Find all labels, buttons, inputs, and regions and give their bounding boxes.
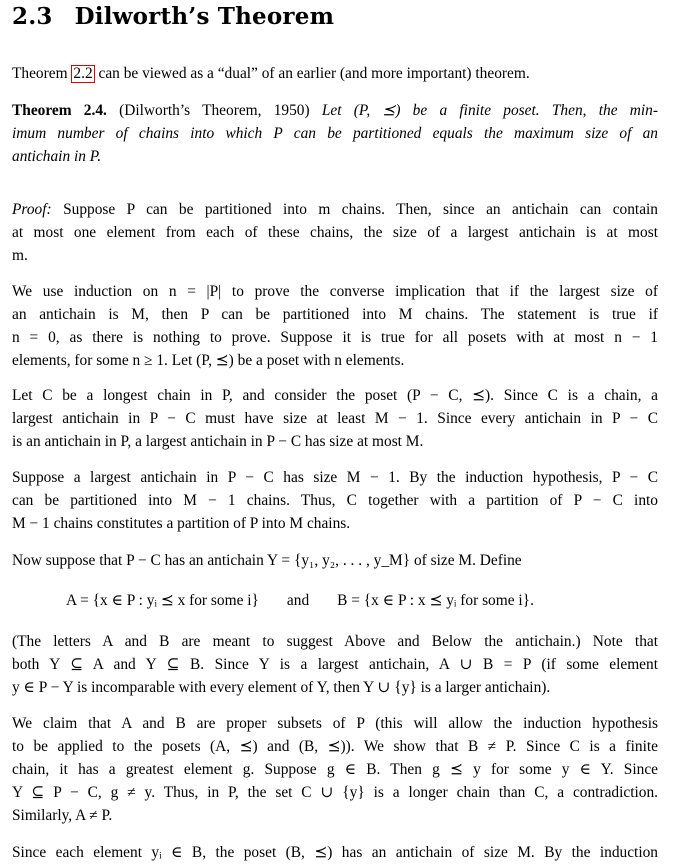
paragraph-line: an antichain is M, then P can be partitioned into M chains. The statement is true if — [12, 306, 658, 323]
paragraph-line: We use induction on n = |P| to prove the converse implication that if the largest size of — [12, 283, 658, 300]
set-b-definition: B = {x ∈ P : x ⪯ yᵢ for some i}. — [337, 592, 534, 609]
paragraph-line: (The letters A and B are meant to suggest Above and Below the antichain.) Note that — [12, 633, 658, 650]
theorem-line-2: imum number of chains into which P can be partitioned equals the maximum size of an — [12, 125, 658, 142]
paragraph-line: M − 1 chains constitutes a partition of P into M chains. — [12, 515, 351, 532]
theorem-line-3: antichain in P. — [12, 148, 102, 165]
theorem-label: Theorem 2.4. — [12, 102, 107, 119]
paragraph-line: Suppose a largest antichain in P − C has size M − 1. By the induction hypothesis, P − C — [12, 469, 658, 486]
paragraph-line: chain, it has a greatest element g. Suppose g ∈ B. Then g ⪯ y for some y ∈ Y. Since — [12, 761, 658, 778]
section-number: 2.3 — [12, 3, 53, 30]
intro-suffix: can be viewed as a “dual” of an earlier (and more important) theorem. — [94, 65, 530, 82]
paragraph-line: y ∈ P − Y is incomparable with every element of Y, then Y ∪ {y} is a larger antichain). — [12, 679, 551, 696]
display-connector: and — [286, 592, 310, 609]
theorem-line-1 — [12, 101, 658, 121]
proof-line-2: at most one element from each of these chains, the size of a largest antichain is at most — [12, 224, 658, 241]
paragraph-line: Now suppose that P − C has an antichain Y = {y₁, y₂, . . . , y_M} of size M. Define — [12, 552, 522, 569]
intro-line — [12, 64, 658, 84]
paragraph-line: Since each element yᵢ ∈ B, the poset (B, ⪯) has an antichain of size M. By the induction — [12, 844, 658, 861]
paragraph-line: Y ⊆ P − C, g ≠ y. Thus, in P, the set C ∪ {y} is a longer chain than C, a contradiction. — [12, 784, 658, 801]
paragraph-line: n = 0, as there is nothing to prove. Suppose it is true for all posets with at most n − 1 — [12, 329, 658, 346]
set-a-definition: A = {x ∈ P : yᵢ ⪯ x for some i} — [66, 592, 259, 609]
paragraph-line: both Y ⊆ A and Y ⊆ B. Since Y is a largest antichain, A ∪ B = P (if some element — [12, 656, 658, 673]
display-equation — [66, 591, 534, 611]
theorem-attribution: (Dilworth’s Theorem, 1950) — [106, 102, 322, 119]
paragraph-line: We claim that A and B are proper subsets of P (this will allow the induction hypothesis — [12, 715, 658, 732]
section-title: Dilworth’s Theorem — [74, 3, 335, 30]
intro-prefix: Theorem — [12, 65, 72, 82]
theorem-statement: Let (P, ⪯) be a finite poset. Then, the min- — [321, 102, 658, 119]
paragraph-line: Similarly, A ≠ P. — [12, 807, 113, 824]
paragraph-line: to be applied to the posets (A, ⪯) and (B, ⪯)). We show that B ≠ P. Since C is a finite — [12, 738, 658, 755]
proof-label: Proof: — [12, 201, 52, 218]
paragraph-line: is an antichain in P, a largest antichain in P − C has size at most M. — [12, 433, 424, 450]
paragraph-line: elements, for some n ≥ 1. Let (P, ⪯) be a poset with n elements. — [12, 352, 405, 369]
proof-text: Suppose P can be partitioned into m chains. Then, since an antichain can contain — [51, 201, 658, 218]
paragraph-line: can be partitioned into M − 1 chains. Thus, C together with a partition of P − C into — [12, 492, 658, 509]
proof-line-3: m. — [12, 247, 28, 264]
paragraph-line: largest antichain in P − C must have size at least M − 1. Since every antichain in P − C — [12, 410, 658, 427]
theorem-reference-link[interactable]: 2.2 — [73, 65, 93, 82]
section-heading — [12, 2, 334, 32]
paragraph-line: Let C be a longest chain in P, and consider the poset (P − C, ⪯). Since C is a chain, a — [12, 387, 658, 404]
proof-line-1 — [12, 200, 658, 220]
